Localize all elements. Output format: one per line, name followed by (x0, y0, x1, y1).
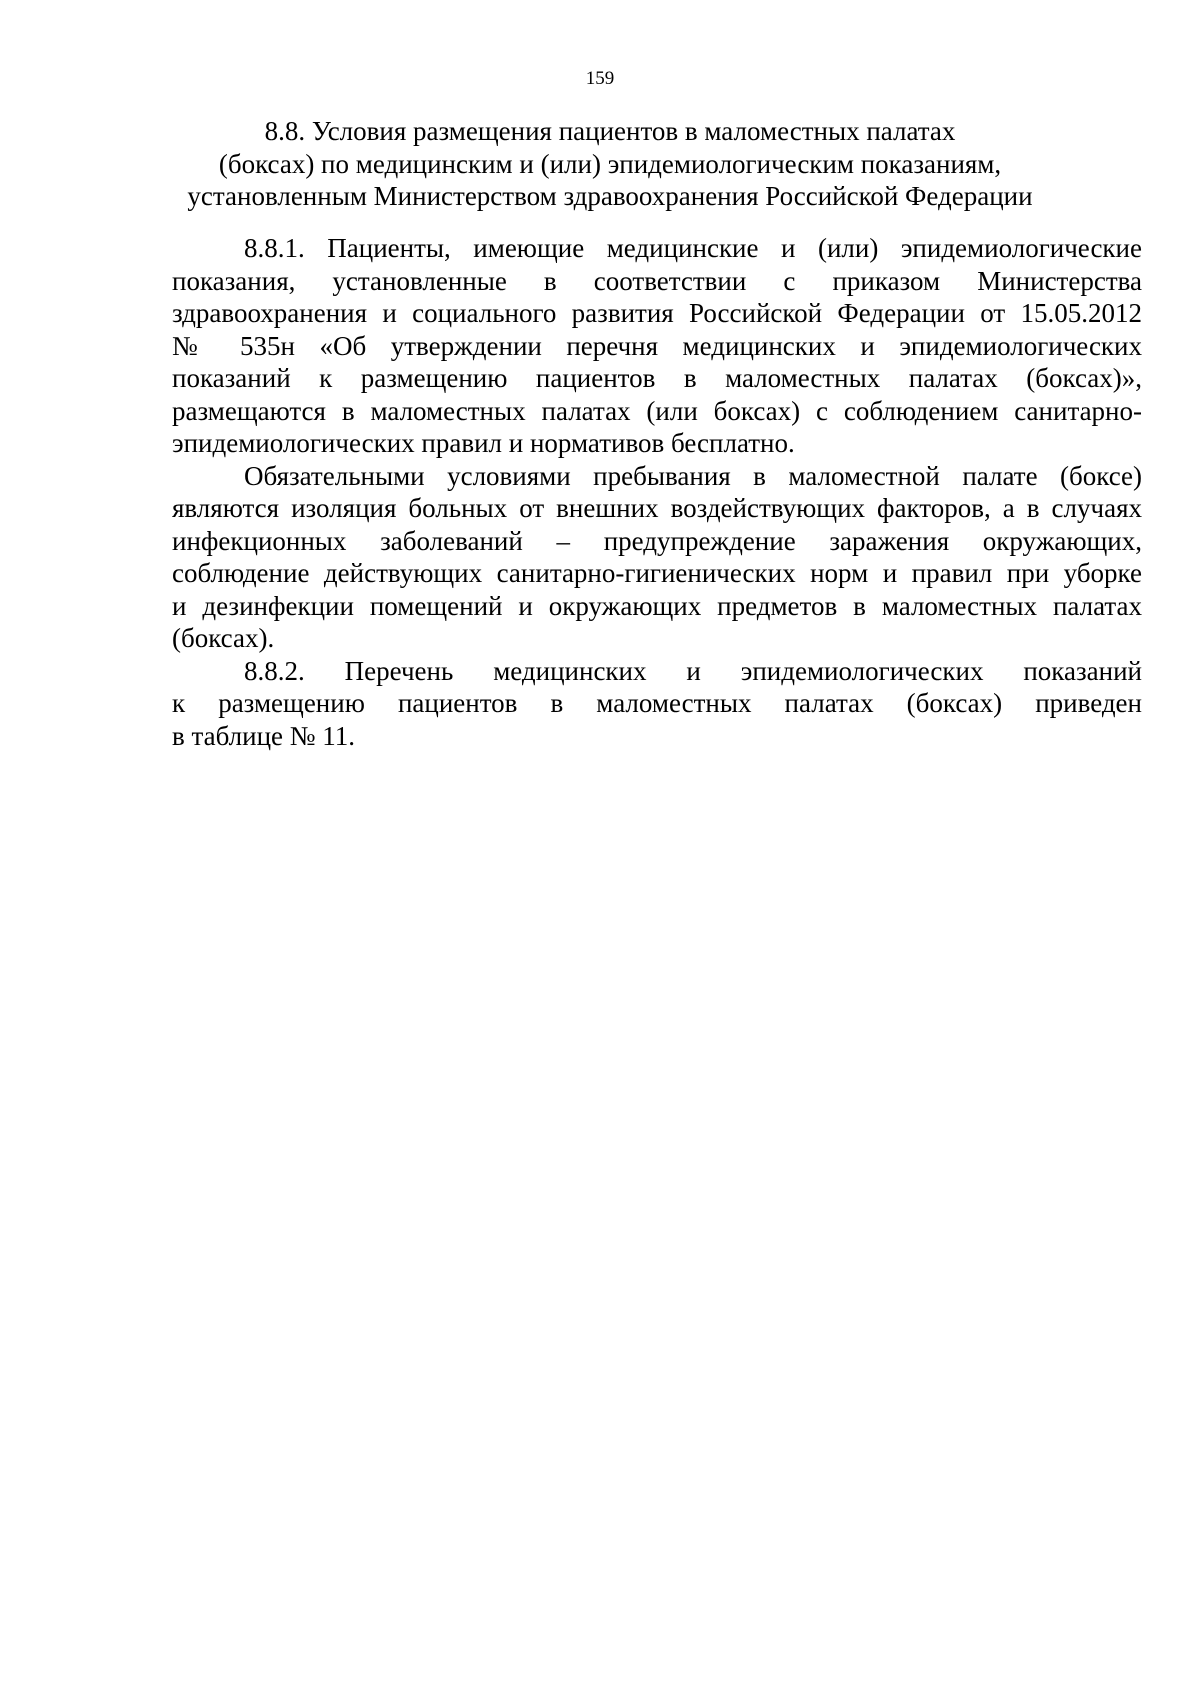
text-line: № 535н «Об утверждении перечня медицинских и эпидемиологических (172, 330, 1142, 361)
section-heading (160, 115, 1060, 213)
text-line: 8.8.1. Пациенты, имеющие медицинские и (или) эпидемиологические (244, 233, 1142, 263)
text-line: показания, установленные в соответствии с приказом Министерства (172, 265, 1142, 296)
heading-line: (боксах) по медицинским и (или) эпидемиологическим показаниям, (218, 148, 1002, 179)
paragraph-8-8-2 (172, 655, 1142, 753)
text-line: здравоохранения и социального развития Российской Федерации от 15.05.2012 (172, 298, 1142, 328)
heading-line: 8.8. Условия размещения пациентов в маломестных палатах (264, 116, 956, 146)
paragraph-8-8-1 (172, 232, 1142, 460)
page-number: 159 (585, 68, 615, 89)
text-line: Обязательными условиями пребывания в маломестной палате (боксе) (244, 460, 1142, 491)
text-line: являются изоляция больных от внешних воздействующих факторов, а в случаях (172, 493, 1142, 523)
text-line: инфекционных заболеваний – предупреждение заражения окружающих, (172, 525, 1142, 556)
text-line: (боксах). (172, 623, 275, 653)
paragraph-conditions (172, 460, 1142, 655)
text-line: в таблице № 11. (172, 720, 356, 751)
body-text (172, 232, 1142, 752)
text-line: и дезинфекции помещений и окружающих предметов в маломестных палатах (172, 590, 1142, 621)
heading-line: установленным Министерством здравоохранения Российской Федерации (187, 181, 1033, 211)
text-line: эпидемиологических правил и нормативов бесплатно. (172, 428, 795, 458)
text-line: показаний к размещению пациентов в маломестных палатах (боксах)», (172, 363, 1142, 393)
text-line: размещаются в маломестных палатах (или боксах) с соблюдением санитарно- (172, 395, 1142, 426)
text-line: 8.8.2. Перечень медицинских и эпидемиологических показаний (244, 655, 1142, 686)
text-line: к размещению пациентов в маломестных палатах (боксах) приведен (172, 688, 1142, 718)
text-line: соблюдение действующих санитарно-гигиенических норм и правил при уборке (172, 558, 1142, 588)
